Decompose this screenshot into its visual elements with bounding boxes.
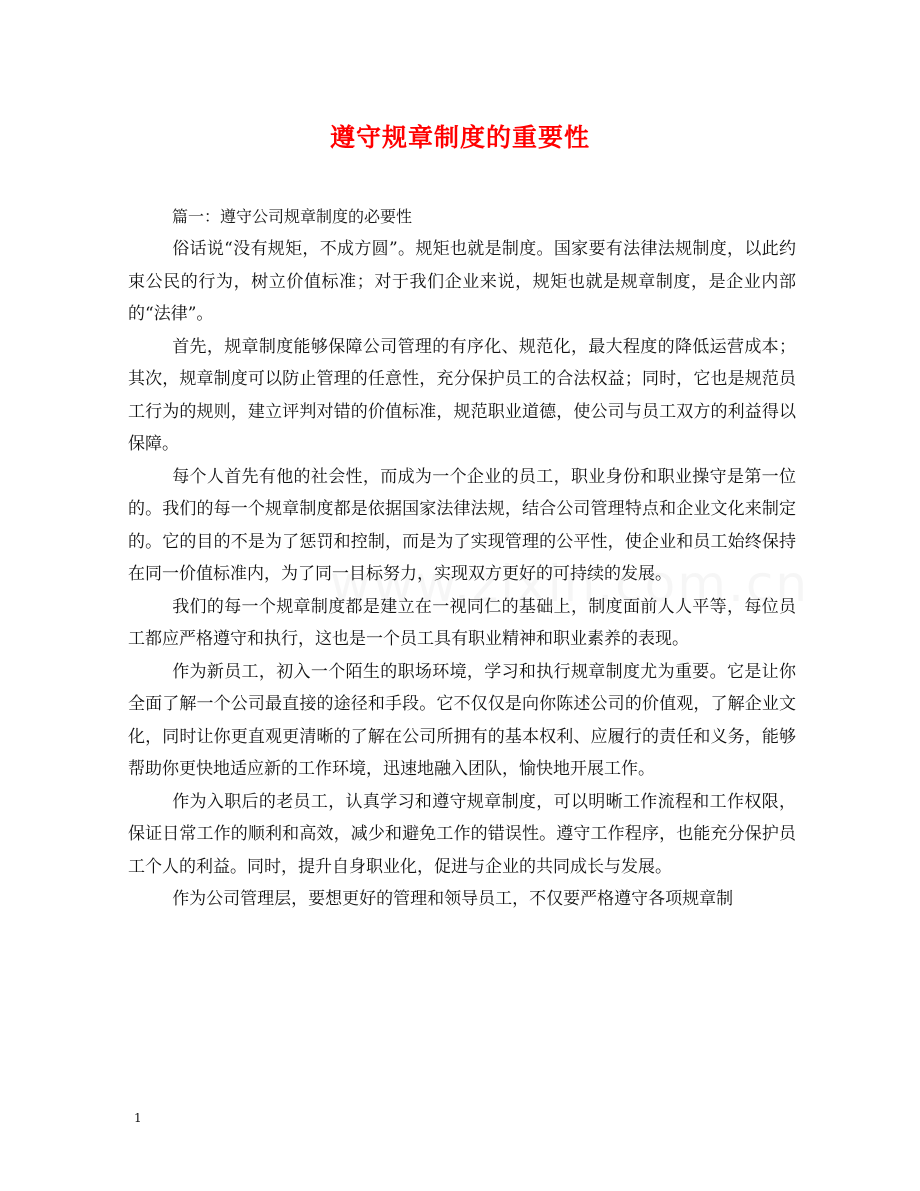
- paragraph-1: 俗话说“没有规矩，不成方圆”。规矩也就是制度。国家要有法律法规制度，以此约束公民的行为，树立价值标准；对于我们企业来说，规矩也就是规章制度，是企业内部的“法律”。: [128, 239, 796, 324]
- paragraph-7: 作为公司管理层，要想更好的管理和领导员工，不仅要严格遵守各项规章制: [172, 889, 734, 909]
- paragraph-2: 首先，规章制度能够保障公司管理的有序化、规范化，最大程度的降低运营成本；其次，规章制度可以防止管理的任意性，充分保护员工的合法权益；同时，它也是规范员工行为的规则，建立评判对错的价值标准，规范职业道德，使公司与员工双方的利益得以保障。: [128, 336, 796, 454]
- paragraph-4: 我们的每一个规章制度都是建立在一视同仁的基础上，制度面前人人平等，每位员工都应严格遵守和执行，这也是一个员工具有职业精神和职业素养的表现。: [128, 596, 796, 649]
- section-heading: 篇一：遵守公司规章制度的必要性: [172, 207, 413, 226]
- page-number: 1: [134, 1111, 142, 1125]
- document-body: [128, 233, 796, 916]
- paragraph-3: 每个人首先有他的社会性，而成为一个企业的员工，职业身份和职业操守是第一位的。我们的每一个规章制度都是依据国家法律法规，结合公司管理特点和企业文化来制定的。它的目的不是为了惩罚和控制，而是为了实现管理的公平性，使企业和员工始终保持在同一价值标准内，为了同一目标努力，实现双方更好的可持续的发展。: [128, 466, 796, 584]
- document-title: 遵守规章制度的重要性: [329, 123, 590, 152]
- paragraph-6: 作为入职后的老员工，认真学习和遵守规章制度，可以明晰工作流程和工作权限，保证日常工作的顺利和高效，减少和避免工作的错误性。遵守工作程序，也能充分保护员工个人的利益。同时，提升自身职业化，促进与企业的共同成长与发展。: [128, 791, 796, 877]
- paragraph-5: 作为新员工，初入一个陌生的职场环境，学习和执行规章制度尤为重要。它是让你全面了解一个公司最直接的途径和手段。它不仅仅是向你陈述公司的价值观，了解企业文化，同时让你更直观更清晰的了解在公司所拥有的基本权利、应履行的责任和义务，能够帮助你更快地适应新的工作环境，迅速地融入团队，愉快地开展工作。: [128, 661, 796, 779]
